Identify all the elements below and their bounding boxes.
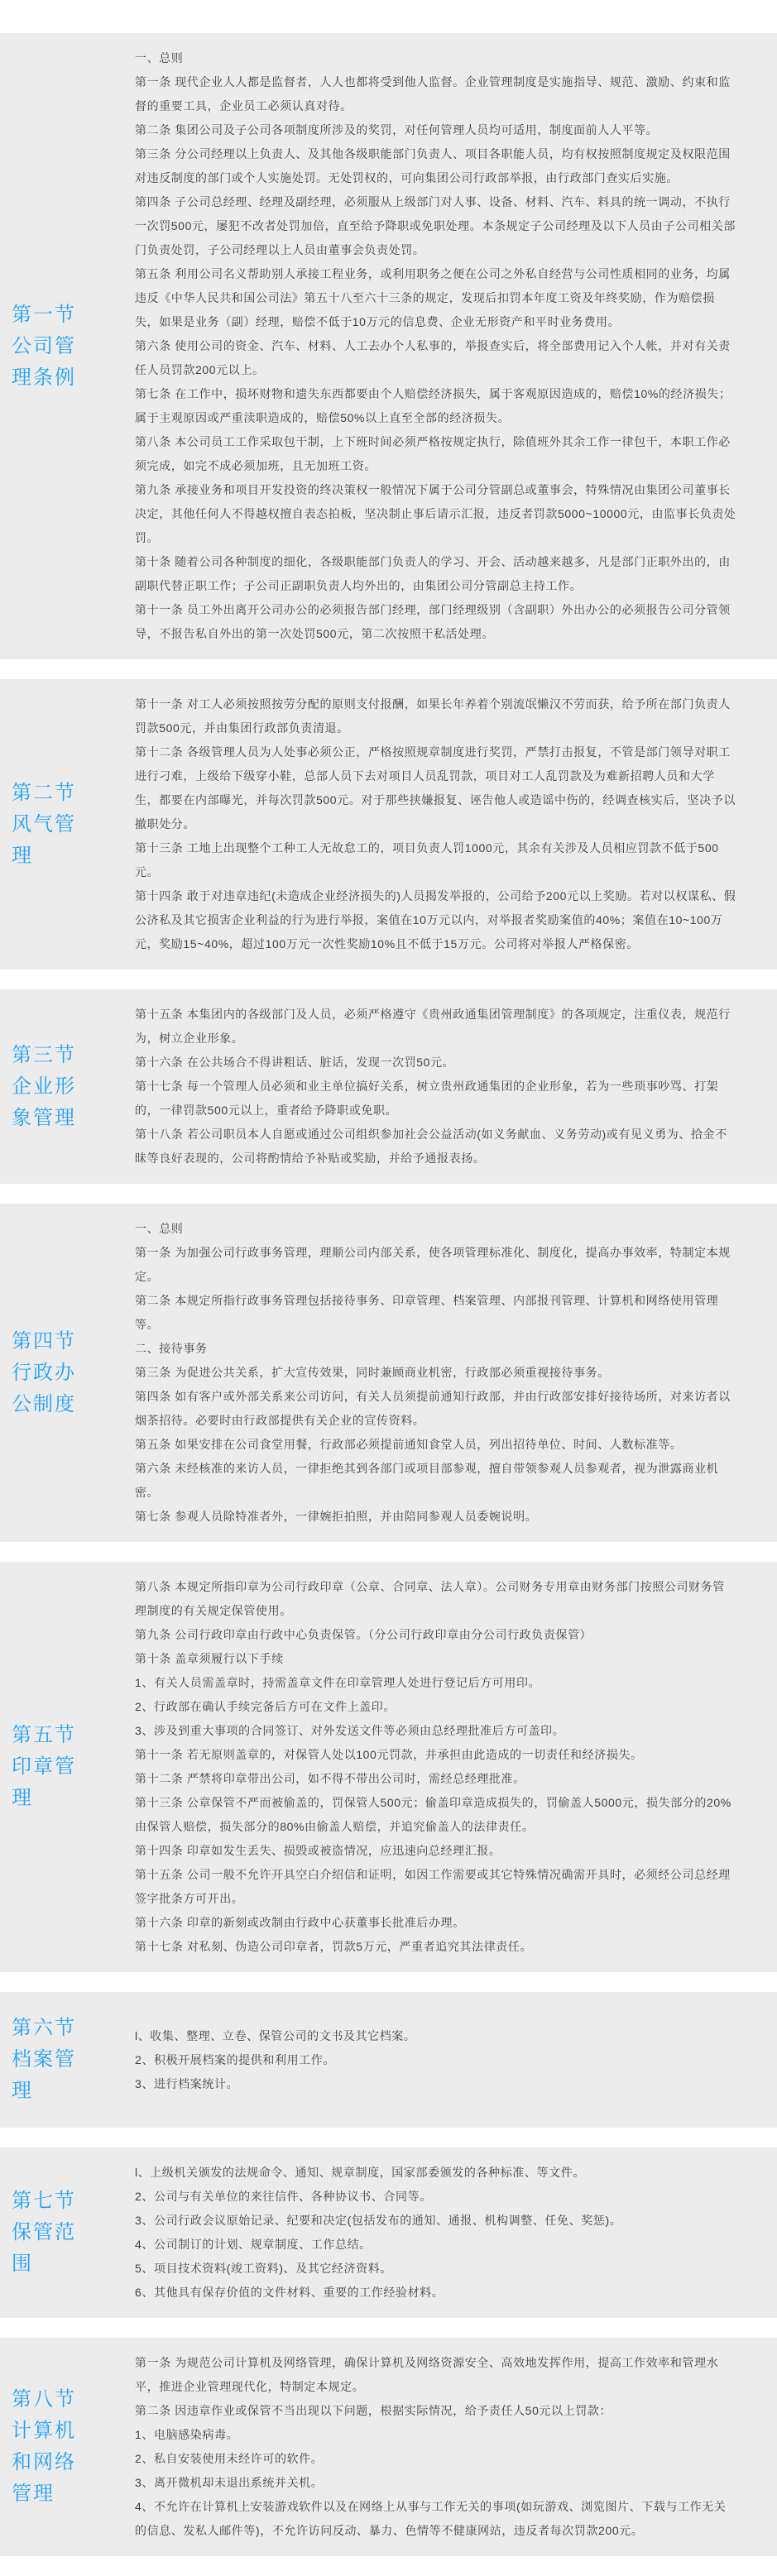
section-title-column (0, 2165, 135, 2301)
section-paragraph: 第十条 盖章须履行以下手续 (135, 1652, 284, 1665)
section-paragraph: 2、私自安装使用未经许可的软件。 (135, 2452, 324, 2465)
section-paragraph: 第七条 在工作中，损坏财物和遗失东西都要由个人赔偿经济损失，属于客观原因造成的，赔偿10%的经济损失；属于主观原因或严重渎职造成的，赔偿50%以上直至全部的经济损失。 (135, 387, 731, 424)
section-paragraph: 2、公司与有关单位的来往信件、各种协议书、合同等。 (135, 2190, 432, 2203)
section-paragraph: 1、有关人员需盖章时，持需盖章文件在印章管理人处进行登记后方可用印。 (135, 1676, 541, 1689)
section-content (135, 1562, 777, 1972)
section-paragraph: 4、公司制订的计划、规章制度、工作总结。 (135, 2238, 372, 2251)
section-block (0, 33, 777, 659)
section-paragraph: 一、总则 (135, 1222, 184, 1235)
section-title: 第八节 计算机和网络管理 (12, 2388, 76, 2505)
section-content (135, 33, 777, 659)
section-title-column (0, 1019, 135, 1155)
section-paragraph: 第十七条 对私刻、伪造公司印章者，罚款5万元，严重者追究其法律责任。 (135, 1940, 533, 1953)
section-block (0, 1992, 777, 2128)
section-paragraph: 第十一条 员工外出离开公司办公的必须报告部门经理，部门经理级别（含副职）外出办公的必须报告公司分管领导，不报告私自外出的第一次处罚500元，第二次按照干私活处理。 (135, 603, 731, 640)
section-title-column (0, 1699, 135, 1835)
section-paragraph: 第十三条 工地上出现整个工种工人无故怠工的，项目负责人罚1000元，其余有关涉及人员相应罚款不低于500元。 (135, 841, 719, 879)
section-title: 第二节 风气管理 (12, 781, 76, 867)
section-block (0, 2147, 777, 2318)
section-paragraph: l、上级机关颁发的法规命令、通知、规章制度，国家部委颁发的各种标准、等文件。 (135, 2166, 585, 2179)
section-paragraph: 第六条 使用公司的资金、汽车、材料、人工去办个人私事的，举报查实后，将全部费用记入个人帐，并对有关责任人员罚款200元以上。 (135, 339, 731, 376)
section-paragraph: 3、离开微机却未退出系统并关机。 (135, 2476, 324, 2489)
section-paragraph: 3、涉及到重大事项的合同签订、对外发送文件等必须由总经理批准后方可盖印。 (135, 1724, 565, 1737)
section-title-column (0, 1992, 135, 2128)
section-block (0, 1562, 777, 1972)
section-title: 第六节 档案管理 (12, 2017, 76, 2102)
section-title: 第五节 印章管理 (12, 1724, 76, 1809)
section-paragraph: 第三条 为促进公共关系，扩大宣传效果，同时兼顾商业机密，行政部必须重视接待事务。 (135, 1366, 610, 1379)
section-paragraph: l、收集、整理、立卷、保管公司的文书及其它档案。 (135, 2028, 416, 2042)
section-paragraph: 第五条 如果安排在公司食堂用餐，行政部必须提前通知食堂人员，列出招待单位、时间、人数标准等。 (135, 1438, 683, 1451)
section-paragraph: 第二条 因违章作业或保管不当出现以下问题，根据实际情况，给予责任人50元以上罚款： (135, 2404, 612, 2417)
section-block (0, 989, 777, 1184)
section-paragraph: 第六条 未经核准的来访人员，一律拒绝其到各部门或项目部参观，擅自带领参观人员参观者，视为泄露商业机密。 (135, 1462, 719, 1499)
section-paragraph: 第十六条 在公共场合不得讲粗话、脏话，发现一次罚50元。 (135, 1056, 455, 1069)
section-paragraph: 1、电脑感染病毒。 (135, 2428, 239, 2441)
section-paragraph: 第一条 为加强公司行政事务管理，理顺公司内部关系，使各项管理标准化、制度化，提高办事效率，特制定本规定。 (135, 1246, 731, 1283)
section-content (135, 2338, 777, 2556)
section-paragraph: 第十五条 公司一般不允许开具空白介绍信和证明，如因工作需要或其它特殊情况确需开具时，必须经公司总经理签字批条方可开出。 (135, 1868, 731, 1905)
section-paragraph: 第十七条 每一个管理人员必须和业主单位搞好关系，树立贵州政通集团的企业形象，若为一些琐事吵骂、打架的，一律罚款500元以上，重者给予降职或免职。 (135, 1080, 719, 1117)
section-paragraph: 第十六条 印章的新刻或改制由行政中心获董事长批准后办理。 (135, 1916, 465, 1929)
section-paragraph: 第十三条 公章保管不严而被偷盖的，罚保管人500元；偷盖印章造成损失的，罚偷盖人5000元，损失部分的20%由保管人赔偿，损失部分的80%由偷盖人赔偿，并追究偷盖人的法律责任。 (135, 1796, 731, 1833)
section-paragraph: 2、行政部在确认手续完备后方可在文件上盖印。 (135, 1700, 396, 1713)
section-title-column (0, 1305, 135, 1441)
section-paragraph: 第十五条 本集团内的各级部门及人员，必须严格遵守《贵州政通集团管理制度》的各项规定，注重仪表，规范行为，树立企业形象。 (135, 1008, 731, 1045)
section-content (135, 679, 777, 970)
section-paragraph: 第一条 为规范公司计算机及网络管理，确保计算机及网络资源安全、高效地发挥作用，提高工作效率和管理水平，推进企业管理现代化，特制定本规定。 (135, 2356, 719, 2393)
section-paragraph: 第五条 利用公司名义帮助别人承接工程业务，或利用职务之便在公司之外私自经营与公司性质相同的业务，均属违反《中华人民共和国公司法》第五十八至六十三条的规定，发现后扣罚本年度工资及年终奖励，作为赔偿损失，如果是业务（副）经理，赔偿不低于10万元的信息费、企业无形资产和平时业务费用。 (135, 267, 731, 328)
section-paragraph: 第十四条 印章如发生丢失、损毁或被盗情况，应迅速向总经理汇报。 (135, 1844, 501, 1857)
section-title-column (0, 2363, 135, 2531)
section-title: 第七节 保管范围 (12, 2190, 76, 2275)
section-paragraph: 第一条 现代企业人人都是监督者，人人也都将受到他人监督。企业管理制度是实施指导、规范、激励、约束和监督的重要工具，企业员工必须认真对待。 (135, 75, 731, 113)
section-paragraph: 第八条 本公司员工工作采取包干制，上下班时间必须严格按规定执行，除值班外其余工作一律包干，本职工作必须完成，如完不成必须加班，且无加班工资。 (135, 435, 731, 472)
section-paragraph: 第十一条 若无原则盖章的，对保管人处以100元罚款，并承担由此造成的一切责任和经济损失。 (135, 1748, 643, 1761)
section-paragraph: 第七条 参观人员除特准者外，一律婉拒拍照，并由陪同参观人员委婉说明。 (135, 1510, 538, 1523)
section-paragraph: 一、总则 (135, 51, 184, 65)
section-title-column (0, 279, 135, 414)
section-block (0, 1204, 777, 1542)
section-paragraph: 第四条 如有客户或外部关系来公司访问，有关人员须提前通知行政部，并由行政部安排好接待场所，对来访者以烟茶招待。必要时由行政部提供有关企业的宣传资料。 (135, 1390, 731, 1427)
section-paragraph: 第二条 本规定所指行政事务管理包括接待事务、印章管理、档案管理、内部报刊管理、计算机和网络使用管理等。 (135, 1294, 719, 1331)
section-content (135, 1204, 777, 1542)
section-paragraph: 第八条 本规定所指印章为公司行政印章（公章、合同章、法人章）。公司财务专用章由财务部门按照公司财务管理制度的有关规定保管使用。 (135, 1580, 725, 1617)
section-paragraph: 第九条 公司行政印章由行政中心负责保管。（分公司行政印章由分公司行政负责保管） (135, 1628, 592, 1641)
section-paragraph: 第四条 子公司总经理、经理及副经理，必须服从上级部门对人事、设备、材料、汽车、料具的统一调动，不执行一次罚500元，屡犯不改者处罚加倍，直至给予降职或免职处理。本条规定子公司经理及以下人员由子公司相关部门负责处罚，子公司经理以上人员由董事会负责处罚。 (135, 195, 736, 256)
section-title: 第一节 公司管理条例 (12, 303, 76, 389)
section-block (0, 679, 777, 970)
section-paragraph: 2、积极开展档案的提供和利用工作。 (135, 2052, 335, 2066)
section-paragraph: 5、项目技术资料(竣工资料)、及其它经济资料。 (135, 2262, 392, 2275)
section-paragraph: 6、其他具有保存价值的文件材料、重要的工作经验材料。 (135, 2286, 444, 2299)
section-title-column (0, 757, 135, 893)
section-paragraph: 二、接待事务 (135, 1342, 208, 1355)
section-paragraph: 第二条 集团公司及子公司各项制度所涉及的奖罚，对任何管理人员均可适用，制度面前人人平等。 (135, 123, 659, 136)
section-paragraph: 3、公司行政会议原始记录、纪要和决定(包括发布的通知、通报、机构调整、任免、奖惩)。 (135, 2214, 622, 2227)
sections-list (0, 33, 777, 2556)
section-content (135, 2011, 777, 2109)
section-paragraph: 第十二条 严禁将印章带出公司，如不得不带出公司时，需经总经理批准。 (135, 1772, 525, 1785)
section-paragraph: 第十二条 各级管理人员为人处事必须公正，严格按照规章制度进行奖罚，严禁打击报复，不管是部门领导对职工进行刁难，上级给下级穿小鞋，总部人员下去对项目人员乱罚款，项目对工人乱罚款及为难新招聘人员和大学生，都要在内部曝光，并每次罚款500元。对于那些挟嫌报复、诬告他人或造谣中伤的，经调查核实后，坚决予以撤职处分。 (135, 745, 736, 831)
section-paragraph: 第十八条 若公司职员本人自愿或通过公司组织参加社会公益活动(如义务献血、义务劳动)或有见义勇为、拾金不昧等良好表现的，公司将酌情给予补贴或奖励，并给予通报表扬。 (135, 1128, 727, 1165)
section-content (135, 2147, 777, 2318)
section-title: 第三节 企业形象管理 (12, 1043, 76, 1129)
section-content (135, 989, 777, 1184)
section-paragraph: 3、进行档案统计。 (135, 2076, 239, 2090)
section-title: 第四节 行政办公制度 (12, 1329, 76, 1415)
section-paragraph: 第十四条 敢于对违章违纪(未造成企业经济损失的)人员揭发举报的，公司给予200元以上奖励。若对以权谋私、假公济私及其它损害企业利益的行为进行举报，案值在10万元以内，对举报者奖励案值的40%；案值在10~100万元，奖励15~40%，超过100万元一次性奖励10%且不低于15万元。公司将对举报人严格保密。 (135, 889, 736, 950)
section-paragraph: 第十条 随着公司各种制度的细化，各级职能部门负责人的学习、开会、活动越来越多，凡是部门正职外出的，由副职代替正职工作；子公司正副职负责人均外出的，由集团公司分管副总主持工作。 (135, 555, 731, 592)
section-block (0, 2338, 777, 2556)
section-paragraph: 第三条 分公司经理以上负责人、及其他各级职能部门负责人、项目各职能人员，均有权按照制度规定及权限范围对违反制度的部门或个人实施处罚。无处罚权的，可向集团公司行政部举报，由行政部门查实后实施。 (135, 147, 731, 184)
section-paragraph: 第九条 承接业务和项目开发投资的终决策权一般情况下属于公司分管副总或董事会，特殊情况由集团公司董事长决定，其他任何人不得越权擅自表态拍板，坚决制止事后请示汇报，违反者罚款5000~10000元，由监事长负责处罚。 (135, 483, 736, 544)
section-paragraph: 4、不允许在计算机上安装游戏软件以及在网络上从事与工作无关的事项(如玩游戏、浏览图片、下载与工作无关的信息、发私人邮件等)，不允许访问反动、暴力、色情等不健康网站，违反者每次罚款200元。 (135, 2500, 727, 2537)
section-paragraph: 第十一条 对工人必须按照按劳分配的原则支付报酬，如果长年养着个别流氓懒汉不劳而获，给予所在部门负责人罚款500元，并由集团行政部负责清退。 (135, 697, 731, 735)
